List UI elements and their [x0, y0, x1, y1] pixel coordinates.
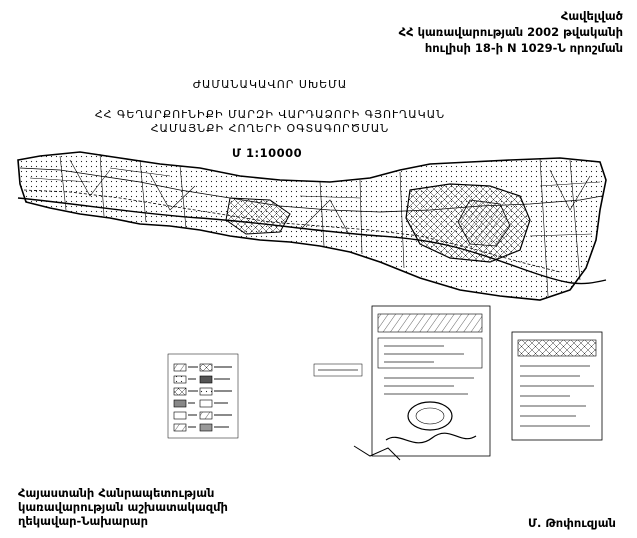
map-legend: [168, 354, 238, 438]
scheme-subtitle-line-2: ՀԱՄԱՅՆՔԻ ՀՈՂԵՐԻ ՕԳՏԱԳՈՐԾՄԱՆ: [150, 122, 390, 135]
signatory-position: [18, 486, 228, 528]
approval-line-3: հուլիսի 18-ի N 1029-Ն որոշման: [424, 41, 623, 55]
position-line-2: կառավարության աշխատակազմի: [18, 500, 228, 514]
approval-stamps: [314, 306, 602, 460]
scheme-title: ԺԱՄԱՆԱԿԱՎՈՐ ՍԽԵՄԱ: [192, 78, 348, 91]
scheme-subtitle-line-1: ՀՀ ԳԵՂԱՐՔՈՒՆԻՔԻ ՄԱՐԶԻ ՎԱՐԴԱՁՈՐԻ ԳՅՈՒՂԱԿԱՆ: [94, 108, 446, 121]
approval-line-1: Հավելված: [560, 9, 623, 23]
signatory-name: Մ. Թոփուզյան: [528, 516, 616, 530]
position-line-1: Հայաստանի Հանրապետության: [18, 486, 215, 500]
map-scale: Մ 1:10000: [232, 146, 303, 160]
position-line-3: ղեկավար-Նախարար: [18, 514, 148, 528]
approval-line-2: ՀՀ կառավարության 2002 թվականի: [398, 25, 623, 39]
